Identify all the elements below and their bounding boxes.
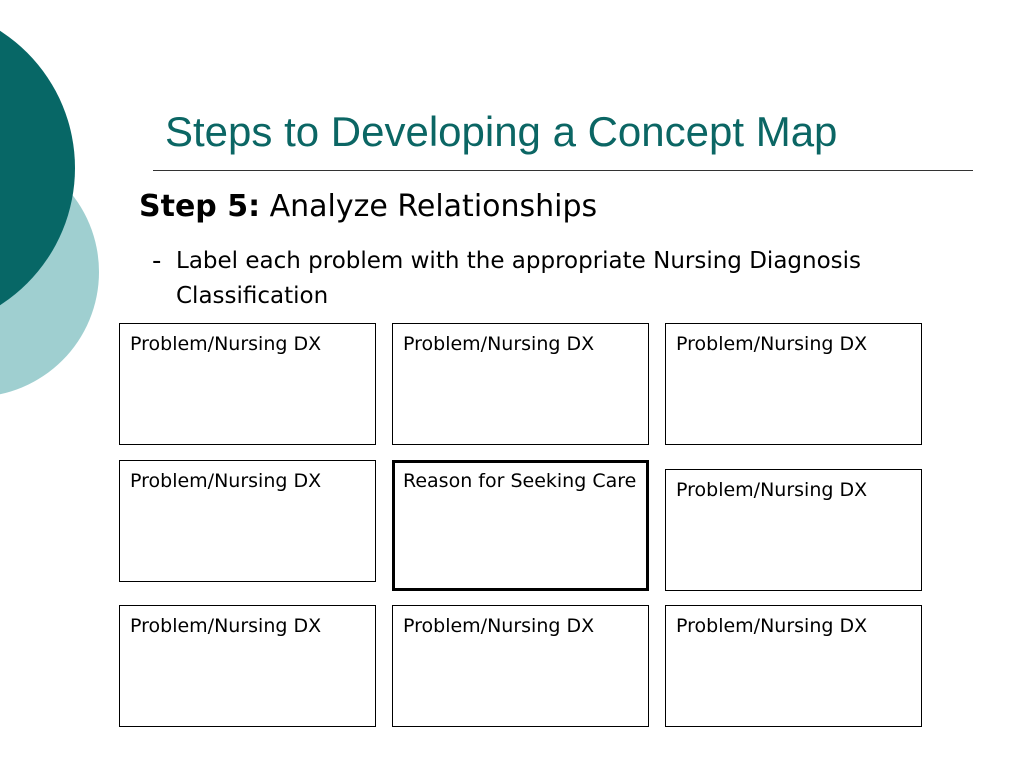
bullet-dash: -: [152, 246, 162, 276]
title-divider: [153, 170, 973, 171]
problem-box: Problem/Nursing DX: [119, 323, 376, 445]
step-text: Analyze Relationships: [260, 189, 598, 224]
problem-box: Problem/Nursing DX: [665, 323, 922, 445]
problem-box: Problem/Nursing DX: [119, 605, 376, 727]
reason-for-care-box: Reason for Seeking Care: [392, 460, 649, 591]
problem-box: Problem/Nursing DX: [392, 323, 649, 445]
bullet-text: Label each problem with the appropriate Nursing Diagnosis Classification: [176, 248, 862, 309]
step-label: Step 5:: [139, 189, 261, 224]
problem-box: Problem/Nursing DX: [665, 469, 922, 591]
problem-box: Problem/Nursing DX: [119, 460, 376, 582]
problem-box: Problem/Nursing DX: [665, 605, 922, 727]
slide-title: Steps to Developing a Concept Map: [165, 108, 838, 155]
step-heading: [139, 187, 597, 227]
problem-box: Problem/Nursing DX: [392, 605, 649, 727]
